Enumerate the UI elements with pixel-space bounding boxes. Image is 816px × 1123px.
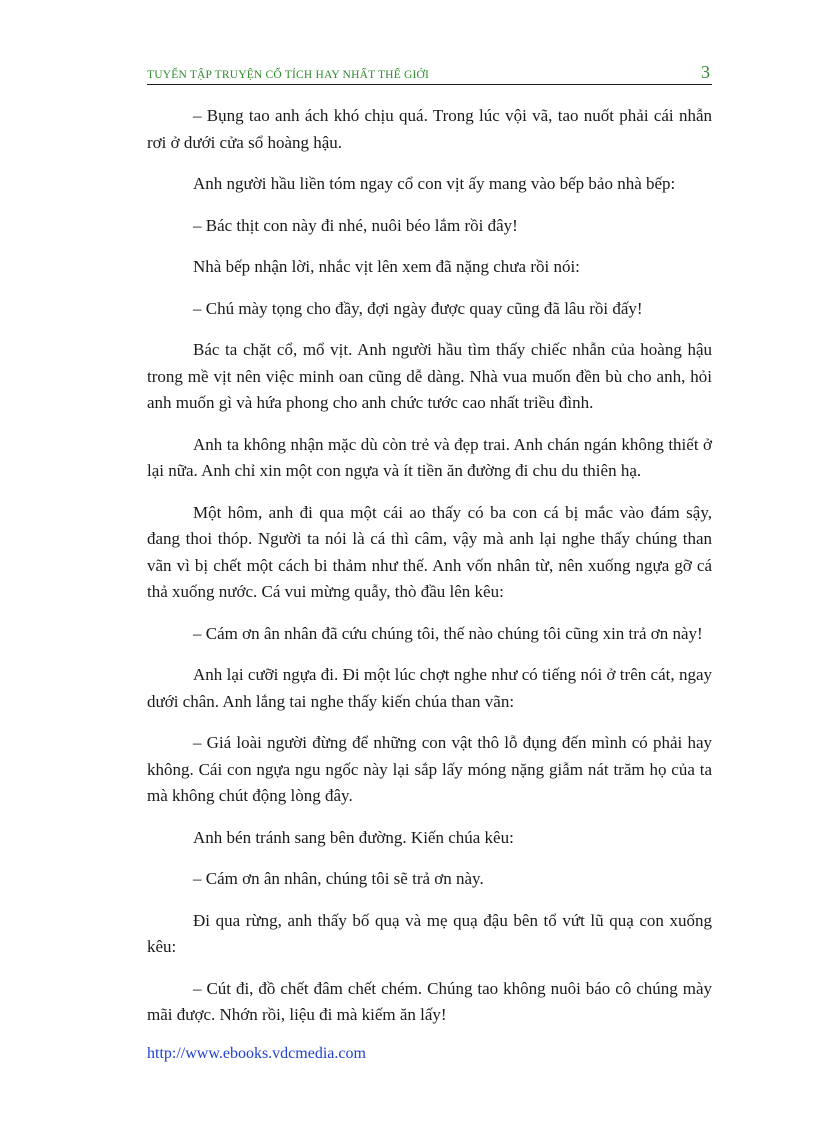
page-header [147, 60, 712, 85]
paragraph: – Cút đi, đồ chết đâm chết chém. Chúng tao không nuôi báo cô chúng mày mãi được. Nhớn rồi, liệu đi mà kiếm ăn lấy! [147, 978, 712, 1024]
paragraph: Anh bén tránh sang bên đường. Kiến chúa kêu: [193, 827, 514, 847]
paragraph: Anh ta không nhận mặc dù còn trẻ và đẹp trai. Anh chán ngán không thiết ở lại nữa. Anh chỉ xin một con ngựa và ít tiền ăn đường đi chu du thiên hạ. [147, 434, 712, 480]
paragraph: Đi qua rừng, anh thấy bố quạ và mẹ quạ đậu bên tổ vứt lũ quạ con xuống kêu: [147, 910, 712, 956]
footer-link[interactable]: http://www.ebooks.vdcmedia.com [147, 1045, 366, 1062]
paragraph: – Cám ơn ân nhân, chúng tôi sẽ trả ơn này. [193, 869, 484, 888]
paragraph: Nhà bếp nhận lời, nhắc vịt lên xem đã nặng chưa rồi nói: [193, 257, 580, 276]
paragraph: – Giá loài người đừng để những con vật thô lỗ đụng đến mình có phải hay không. Cái con ngựa ngu ngốc này lại sắp lấy móng nặng giẫm nát trăm họ của ta mà không chút động lòng đây. [147, 733, 712, 805]
paragraph: Một hôm, anh đi qua một cái ao thấy có ba con cá bị mắc vào đám sậy, đang thoi thóp. Người ta nói là cá thì câm, vậy mà anh lại nghe thấy chúng than vãn vì bị chết một cách bi thảm như thế. Anh vốn nhân từ, nên xuống ngựa gỡ cá thả xuống nước. Cá vui mừng quẫy, thò đầu lên kêu: [147, 502, 712, 601]
paragraph: Anh người hầu liền tóm ngay cổ con vịt ấy mang vào bếp bảo nhà bếp: [193, 174, 676, 193]
page-number: 3 [701, 62, 710, 82]
paragraph: – Cám ơn ân nhân đã cứu chúng tôi, thế nào chúng tôi cũng xin trả ơn này! [193, 623, 703, 643]
paragraph: Anh lại cưỡi ngựa đi. Đi một lúc chợt nghe như có tiếng nói ở trên cát, ngay dưới chân. Anh lắng tai nghe thấy kiến chúa than vãn: [147, 665, 712, 711]
body-text [147, 103, 712, 1044]
book-title: TUYỂN TẬP TRUYỆN CỔ TÍCH HAY NHẤT THẾ GIỚI [147, 69, 430, 81]
paragraph: – Bác thịt con này đi nhé, nuôi béo lắm rồi đây! [193, 215, 518, 235]
paragraph: – Bụng tao anh ách khó chịu quá. Trong lúc vội vã, tao nuốt phải cái nhẫn rơi ở dưới cửa sổ hoàng hậu. [147, 106, 712, 152]
paragraph: Bác ta chặt cổ, mổ vịt. Anh người hầu tìm thấy chiếc nhẫn của hoàng hậu trong mề vịt nên việc minh oan cũng dễ dàng. Nhà vua muốn đền bù cho anh, hỏi anh muốn gì và hứa phong cho anh chức tước cao nhất triều đình. [147, 340, 712, 412]
paragraph: – Chú mày tọng cho đầy, đợi ngày được quay cũng đã lâu rồi đấy! [193, 298, 643, 318]
